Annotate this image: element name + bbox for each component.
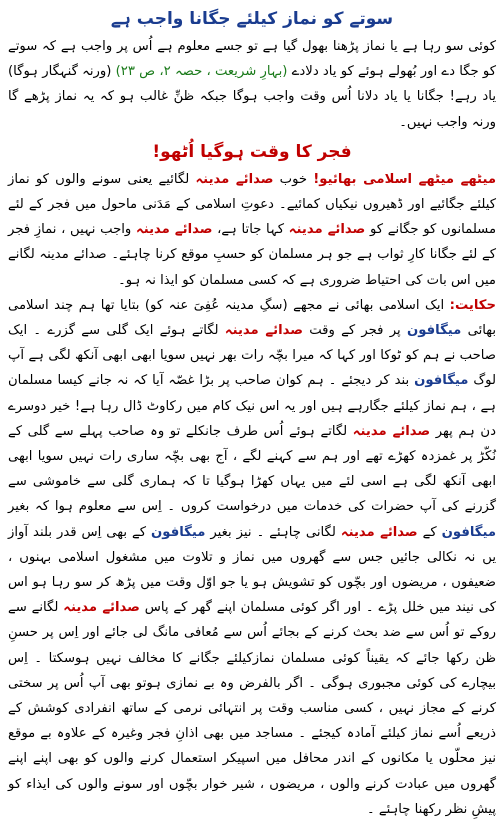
paragraph-3-text-4: بند کر دیجئے ۔ ہم کوان صاحب پر بڑا غصّہ آیا کہ نہ جانے کیسا مسلمان ہے ، ہم نماز کیلئے جگارہے ہیں اور یہ اس نیک کام میں رکاوٹ ڈال رہا ہے! خیر دوسرے دن ہم پھر — [8, 373, 496, 439]
paragraph-3-text-2: پر فجر کے وقت — [309, 323, 401, 339]
term-sadae-madina: صدائے مدینہ — [63, 600, 140, 616]
paragraph-obligation — [8, 34, 496, 135]
paragraph-3-text-1: ایک اسلامی بھائی نے مجھے (سگِ مدینہ عُفِیَ عنہ کو) بتایا تھا ہم چند اسلامی بھائی — [8, 297, 497, 339]
paragraph-obligation-text-1: کوئی سو رہا ہے یا نماز پڑھنا بھول گیا ہے تو جسے معلوم ہے اُس پر واجب ہے کہ سوتے کو جگا دے اور بُھولے ہوئے کو یاد دلادے — [8, 39, 496, 80]
term-megaphone: میگافون — [414, 373, 469, 389]
term-sadae-madina: صدائے مدینہ — [340, 524, 418, 540]
paragraph-2-text-4: واجب نہیں ، نمازِ فجر کے لئے جگانا کارِ ثواب ہے جو ہر مسلمان کو حسبِ موقع کرنا چاہئے۔ صدائے مدینہ لگانے میں اس بات کی احتیاط ضروری ہے کہ کسی مسلمان کو ایذا نہ ہو۔ — [8, 222, 496, 288]
heading-waking-obligation: سوتے کو نماز کیلئے جگانا واجب ہے — [110, 9, 394, 29]
paragraph-lead-brothers: میٹھے میٹھے اسلامی بھائیو! — [313, 171, 496, 187]
term-megaphone: میگافون — [151, 524, 206, 540]
reference-bahar-e-shariat: (بہارِ شریعت ، حصہ ۲، ص ۲۳) — [115, 64, 288, 80]
term-sadae-madina: صدائے مدینہ — [352, 423, 431, 439]
paragraph-3-text-7: لگانی چاہئے ۔ نیز بغیر — [210, 524, 336, 540]
paragraph-2-text-1: خوب — [279, 171, 308, 187]
paragraph-3-text-5: لگاتے ہوئے اُس طرف جانکلے تو وہ صاحب پہلے سے گلی کے نُکّڑ پر غمزدہ کھڑے تھے اور ہم سے کہنے لگے ، آج بھی بچّہ ساری رات نہیں سویا ابھی ابھی آنکھ لگی ہے اسی لئے میں یہاں کھڑا ہوگیا تا کہ ہماری گلی سے خاموشی سے گزرنے کی آپ حضرات کی خدمات میں درخواست کروں ۔ اِس سے معلوم ہوا کہ بغیر — [8, 423, 496, 515]
paragraph-anecdote — [8, 293, 496, 822]
paragraph-sadae-madina — [8, 167, 496, 293]
paragraph-2-text-3: کہا جاتا ہے، — [217, 222, 285, 238]
paragraph-2-text-2: لگائیے یعنی سونے والوں کو نماز کیلئے جگائیے اور ڈھیروں نیکیاں کمائیے۔ دعوتِ اسلامی کے مَدَنی ماحول میں فجر کے لئے مسلمانوں کو جگانے کو — [8, 171, 497, 238]
paragraph-obligation-text-2: (ورنہ گنہگار ہوگا) یاد رہے! جگانا یا یاد دلانا اُس وقت واجب ہوگا جبکہ ظنِّ غالب ہو کہ یہ نماز پڑھے گا ورنہ واجب نہیں۔ — [8, 64, 496, 130]
term-sadae-madina: صدائے مدینہ — [195, 171, 274, 187]
paragraph-lead-hikayat: حکایت: — [449, 297, 496, 313]
term-megaphone: میگافون — [406, 323, 462, 339]
term-sadae-madina: صدائے مدینہ — [135, 222, 213, 238]
term-sadae-madina: صدائے مدینہ — [288, 222, 366, 238]
term-sadae-madina: صدائے مدینہ — [224, 323, 303, 339]
paragraph-3-text-8: کے بھی اِس قدر بلند آواز یں نہ نکالی جائیں جس سے گھروں میں نماز و تلاوت میں مشغول اسلامی بہنوں ، ضعیفوں ، مریضوں اور بچّوں کو تشویش ہو یا جو اوّل وقت میں پڑھ کر سو رہا ہو اس کی نیند میں خلل پڑے ۔ اور اگر کوئی مسلمان اپنے گھر کے پاس — [8, 524, 497, 616]
paragraph-3-text-3: لگاتے ہوئے ایک گلی سے گزرے ۔ ایک صاحب نے ہم کو ٹوکا اور کہا کہ میرا بچّہ رات بھر نہیں سویا ابھی ابھی آنکھ لگی ہے آپ لوگ — [8, 323, 496, 389]
term-megaphone: میگافون — [441, 524, 496, 540]
heading-fajr-time: فجر کا وقت ہوگیا اُٹھو! — [152, 141, 352, 162]
paragraph-3-text-6: کے — [422, 524, 437, 540]
paragraph-3-text-9: لگانے سے روکے تو اُس سے ضد بحث کرنے کے بجائے اُس سے مُعافی مانگ لی جائے اور اِس پر حسنِ ظن رکھا جائے کہ یقیناً کوئی مسلمان نمازکیلئے جگانے کا مخالف نہیں ہوسکتا ۔ اِس بیچارے کی کوئی مجبوری ہوگی ۔ اگر بالفرض وہ بے نمازی ہوتو بھی آپ اُس پر سختی کرنے کے مجاز نہیں ، کسی مناسب وقت پر انتہائی نرمی کے ساتھ انفرادی کوشش کے ذریعے اُسے نماز کیلئے آمادہ کیجئے ۔ مساجد میں بھی اذانِ فجر وغیرہ کے علاوہ بے موقع نیز محلّوں یا مکانوں کے اندر محافل میں اسپیکر استعمال کرنے والوں کو بھی اپنے اپنے گھروں میں عبادت کرنے والوں ، مریضوں ، شیر خوار بچّوں اور سونے والوں کی ایذاء کو پیشِ نظر رکھنا چاہئے ۔ — [8, 600, 496, 817]
